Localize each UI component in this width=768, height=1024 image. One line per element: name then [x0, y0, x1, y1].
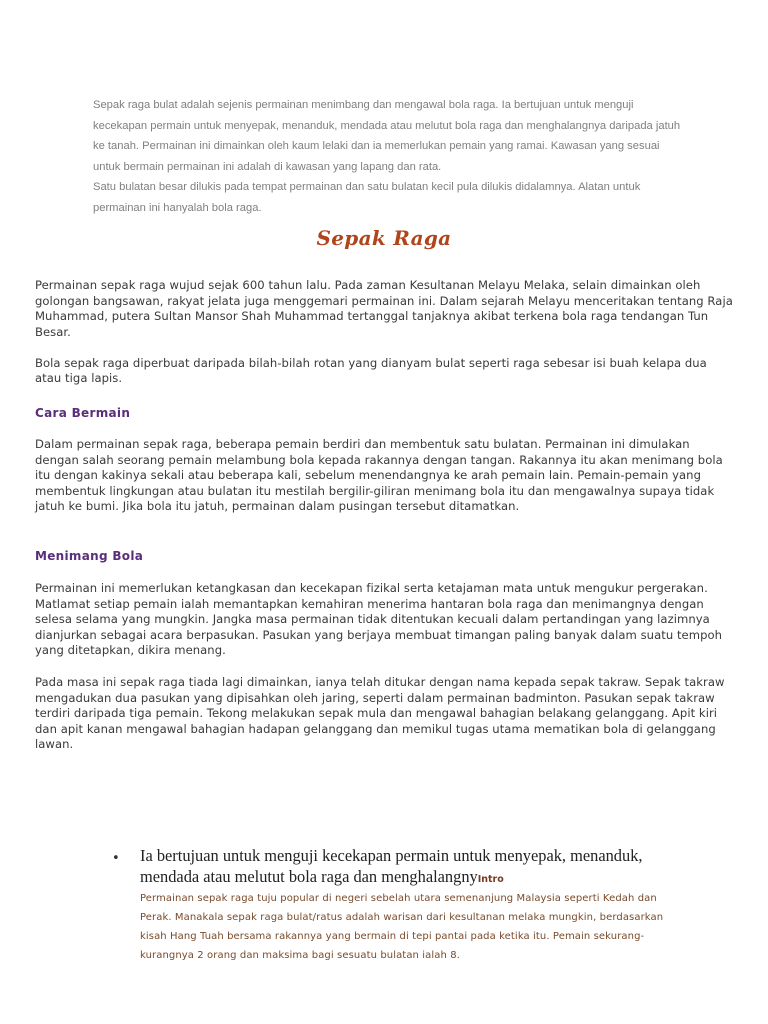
paragraph-cara-bermain: Dalam permainan sepak raga, beberapa pemain berdiri dan membentuk satu bulatan. Permainan ini dimulakan dengan salah seorang pemain melambung bola kepada rakannya dengan tangan. Rakannya itu akan menimang bola itu dengan kakinya sekali atau beberapa kali, sebelum menendangnya ke arah pemain lain. Pemain-pemain yang membentuk lingkungan atau bulatan itu mestilah bergilir-giliran menimang bola itu dan mengawalnya supaya tidak jatuh ke bumi. Jika bola itu jatuh, permainan dalam pusingan tersebut ditamatkan.	[35, 437, 723, 514]
intro-section	[93, 95, 683, 219]
intro-label: Intro	[477, 874, 504, 885]
bottom-section	[140, 889, 680, 965]
heading-cara-bermain: Cara Bermain	[35, 406, 131, 420]
paragraph-sepak-takraw: Pada masa ini sepak raga tiada lagi dimainkan, ianya telah ditukar dengan nama kepada sepak takraw. Sepak takraw mengadukan dua pasukan yang dipisahkan oleh jaring, seperti dalam permainan badminton. Pasukan sepak takraw terdiri daripada tiga pemain. Tekong melakukan sepak mula dan mengawal bahagian belakang gelanggang. Apit kiri dan apit kanan mengawal bahagian hadapan gelanggang dan memikul tugas utama mematikan bola di gelanggang lawan.	[35, 675, 725, 752]
intro-paragraph-1: Sepak raga bulat adalah sejenis permainan menimbang dan mengawal bola raga. Ia bertujuan untuk menguji kecekapan permain untuk menyepak, menanduk, mendada atau melutut bola raga dan menghalangnya daripada jatuh ke tanah. Permainan ini dimainkan oleh kaum lelaki dan ia memerlukan pemain yang ramai. Kawasan yang sesuai untuk bermain permainan ini adalah di kawasan yang lapang dan rata.	[93, 99, 681, 173]
main-section-3	[35, 581, 735, 659]
page-title: Sepak Raga	[316, 226, 452, 250]
paragraph-menimang: Permainan ini memerlukan ketangkasan dan kecekapan fizikal serta ketajaman mata untuk mengukur pergerakan. Matlamat setiap pemain ialah memantapkan kemahiran menerima hantaran bola raga dan menimangnya dengan selesa selama yang mungkin. Jangka masa permainan tidak ditentukan kecuali dalam pertandingan yang lazimnya dianjurkan sebagai acara berpasukan. Pasukan yang berjaya membuat timangan paling banyak dalam suatu tempoh yang ditetapkan, dikira menang.	[35, 581, 723, 658]
bullet-list-item	[112, 845, 678, 890]
main-section-1	[35, 278, 735, 387]
main-section-4	[35, 675, 735, 753]
heading-menimang-bola: Menimang Bola	[35, 549, 144, 563]
intro-paragraph-2: Satu bulatan besar dilukis pada tempat permainan dan satu bulatan kecil pula dilukis didalamnya. Alatan untuk permainan ini hanyalah bola raga.	[93, 181, 641, 214]
paragraph-ball: Bola sepak raga diperbuat daripada bilah-bilah rotan yang dianyam bulat seperti raga sebesar isi buah kelapa dua atau tiga lapis.	[35, 355, 707, 386]
bullet-dot-icon: •	[112, 851, 120, 866]
paragraph-history: Permainan sepak raga wujud sejak 600 tahun lalu. Pada zaman Kesultanan Melayu Melaka, selain dimainkan oleh golongan bangsawan, rakyat jelata juga menggemari permainan ini. Dalam sejarah Melayu menceritakan tentang Raja Muhammad, putera Sultan Mansor Shah Muhammad tertanggal tanjaknya akibat terkena bola raga tendangan Tun Besar.	[35, 278, 733, 339]
main-section-2	[35, 437, 735, 515]
bullet-text: Ia bertujuan untuk menguji kecekapan permain untuk menyepak, menanduk, mendada atau melutut bola raga dan menghalangny	[140, 846, 643, 886]
bottom-paragraph: Permainan sepak raga tuju popular di negeri sebelah utara semenanjung Malaysia seperti Kedah dan Perak. Manakala sepak raga bulat/ratus adalah warisan dari kesultanan melaka mungkin, berdasarkan kisah Hang Tuah bersama rakannya yang bermain di tepi pantai pada ketika itu. Pemain sekurang-kurangnya 2 orang dan maksima bagi sesuatu bulatan ialah 8.	[140, 893, 664, 962]
